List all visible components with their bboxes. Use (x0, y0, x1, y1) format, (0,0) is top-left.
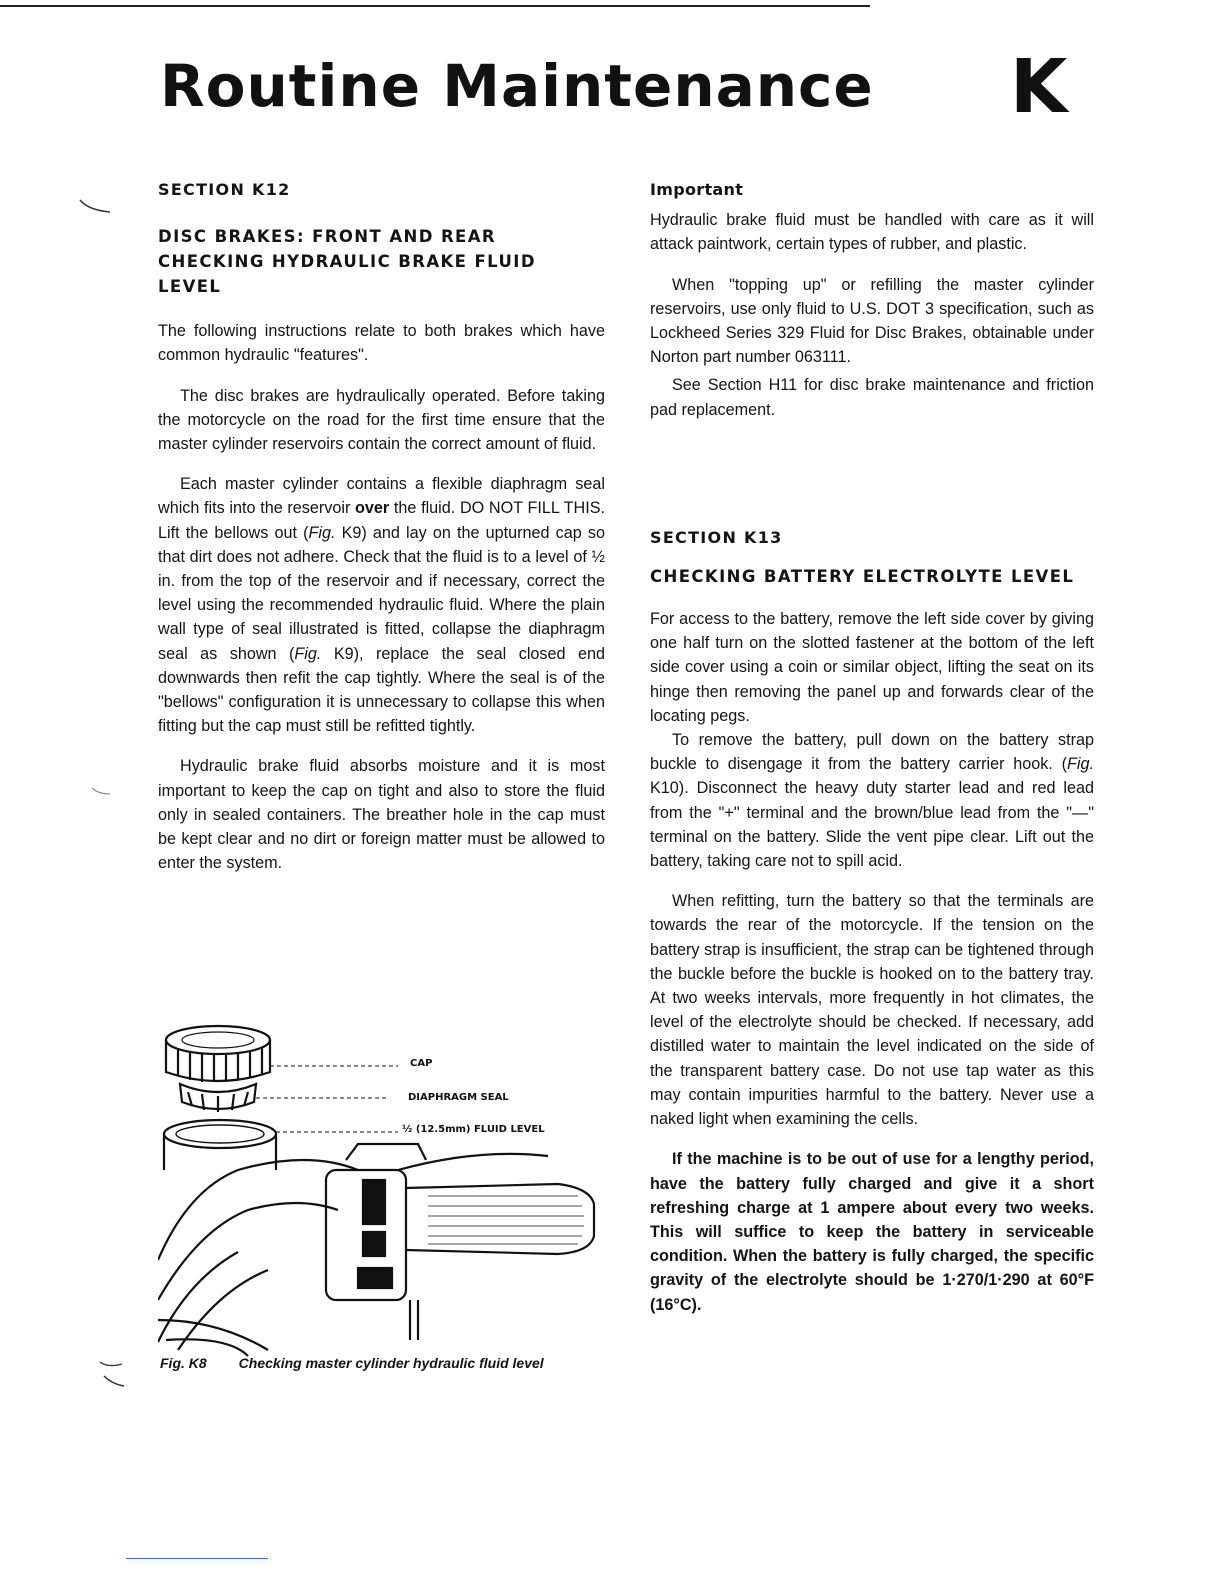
page-title: Routine Maintenance (160, 52, 874, 120)
figure-caption-text: Checking master cylinder hydraulic fluid level (238, 1355, 544, 1371)
k13-paragraph-4: If the machine is to be out of use for a lengthy period, have the battery fully charged and give it a short refreshing charge at 1 ampere about every two weeks. This will suffice to keep the battery in serviceable condition. When the battery is fully charged, the specific gravity of the electrolyte should be 1·270/1·290 at 60°F (16°C). (650, 1150, 1094, 1314)
k12-paragraph-2: The disc brakes are hydraulically operated. Before taking the motorcycle on the road for the first time ensure that the master cylinder reservoirs contain the correct amount of fluid. (158, 386, 605, 454)
k13-paragraph-2: To remove the battery, pull down on the battery strap buckle to disengage it from the battery carrier hook. (Fig. K10). Disconnect the heavy duty starter lead and red lead from the "+" terminal and the brown/blue lead from the "—" terminal on the battery. Slide the vent pipe clear. Lift out the battery, taking care not to spill acid. (650, 731, 1094, 871)
scan-mark (78, 198, 118, 218)
scan-mark (98, 1360, 128, 1390)
label-diaphragm-seal: DIAPHRAGM SEAL (408, 1092, 509, 1103)
bottom-rule (126, 1558, 268, 1559)
k13-paragraph-3: When refitting, turn the battery so that the terminals are towards the rear of the motorcycle. If the tension on the battery strap is insufficient, the strap can be tightened through the buckle before the buckle is hooked on to the battery tray. At two weeks intervals, more frequently in hot climates, the level of the electrolyte should be checked. If necessary, add distilled water to maintain the level indicated on the side of the transparent battery case. Do not use tap water as this may contain impurities harmful to the battery. Never use a naked light when examining the cells. (650, 892, 1094, 1129)
section-letter: K (1010, 44, 1068, 130)
k13-paragraph-1: For access to the battery, remove the left side cover by giving one half turn on the slotted fastener at the bottom of the left side cover using a coin or similar object, lifting the seat on its hinge then removing the panel up and forwards clear of the locating pegs. (650, 610, 1094, 725)
top-rule (0, 5, 870, 7)
k12-paragraph-4: Hydraulic brake fluid absorbs moisture and it is most important to keep the cap on tight and also to store the fluid only in sealed containers. The breather hole in the cap must be kept clear and no dirt or foreign matter must be allowed to enter the system. (158, 757, 605, 873)
see-section-paragraph: See Section H11 for disc brake maintenance and friction pad replacement. (650, 376, 1094, 419)
right-column (650, 178, 1094, 1317)
scan-mark (90, 786, 120, 798)
figure-k8 (158, 1020, 608, 1360)
master-cylinder-illustration (158, 1020, 608, 1360)
important-text: Hydraulic brake fluid must be handled with care as it will attack paintwork, certain types of rubber, and plastic. (650, 211, 1094, 254)
topping-up-paragraph: When "topping up" or refilling the master cylinder reservoirs, use only fluid to U.S. DOT 3 specification, such as Lockheed Series 329 Fluid for Disc Brakes, obtainable under Norton part number 063111. (650, 275, 1094, 367)
section-k13-label: SECTION K13 (650, 527, 783, 547)
section-k13-heading: CHECKING BATTERY ELECTROLYTE LEVEL (650, 567, 1075, 587)
figure-number: Fig. K8 (160, 1355, 207, 1371)
important-label: Important (650, 180, 744, 199)
k12-paragraph-3: Each master cylinder contains a flexible diaphragm seal which fits into the reservoir over the fluid. DO NOT FILL THIS. Lift the bellows out (Fig. K9) and lay on the upturned cap so that dirt does not adhere. Check that the fluid is to a level of ½ in. from the top of the reservoir and if necessary, correct the level using the recommended hydraulic fluid. Where the plain wall type of seal illustrated is fitted, collapse the diaphragm seal as shown (Fig. K9), replace the seal closed end downwards then refit the cap tightly. Where the seal is of the "bellows" configuration it is unnecessary to collapse this when fitting but the cap must still be refitted tightly. (158, 475, 605, 736)
section-k12-heading: DISC BRAKES: FRONT AND REAR CHECKING HYDRAULIC BRAKE FLUID LEVEL (158, 227, 536, 297)
label-fluid-level: ½ (12.5mm) FLUID LEVEL (402, 1124, 545, 1135)
figure-caption (160, 1355, 544, 1371)
k12-paragraph-1: The following instructions relate to both brakes which have common hydraulic "features". (158, 322, 605, 365)
section-k12-label: SECTION K12 (158, 180, 291, 199)
label-cap: CAP (410, 1058, 433, 1069)
left-column (158, 178, 605, 875)
